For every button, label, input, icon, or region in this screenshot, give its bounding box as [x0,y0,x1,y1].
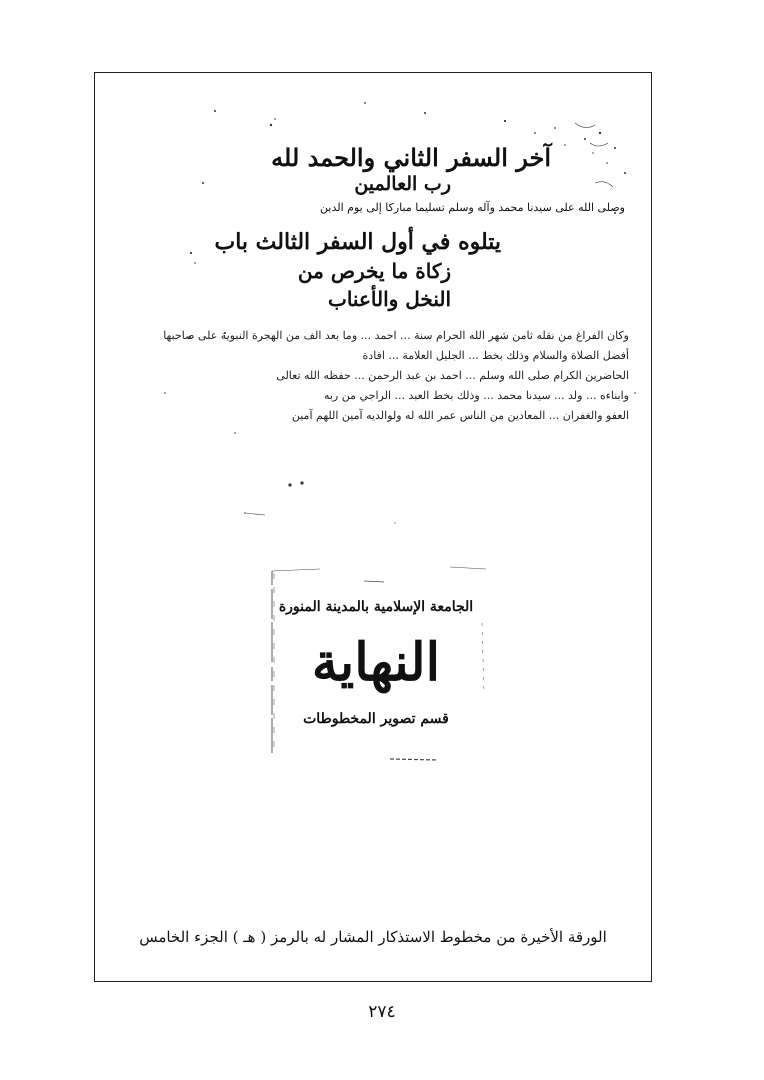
stamp-title: النهاية [311,632,441,693]
stamp-institution-text: الجامعة الإسلامية بالمدينة المنورة [278,599,474,615]
manuscript-body-line-2: أفضل الصلاة والسلام وذلك بخط ... الجليل العلامة ... افادة [362,349,629,362]
page-number: ٢٧٤ [368,1002,396,1022]
manuscript-body-line-4: وابناءه ... ولد ... سيدنا محمد ... وذلك بخط العبد ... الراجي من ربه [323,389,629,402]
manuscript-heading-line-3: وصلى الله على سيدنا محمد وآله وسلم تسليما مباركا إلى يوم الدين [320,201,625,214]
figure-caption: الورقة الأخيرة من مخطوط الاستذكار المشار له بالرمز ( هـ ) الجزء الخامس [139,928,607,946]
manuscript-heading-line-4: يتلوه في أول السفر الثالث باب [214,229,501,255]
stamp-department-text: قسم تصوير المخطوطات [303,711,449,727]
manuscript-body-line-3: الحاضرين الكرام صلى الله وسلم ... احمد بن عبد الرحمن ... حفظه الله تعالى [276,369,629,382]
end-stamp [260,563,492,761]
manuscript-heading-line-1: آخر السفر الثاني والحمد لله [271,143,551,172]
manuscript-body-line-5: العفو والغفران ... المعادين من الناس عمر الله له ولوالديه آمين اللهم آمين [291,409,629,422]
manuscript-heading-line-6: النخل والأعناب [328,287,451,311]
manuscript-heading-line-2: رب العالمين [354,173,451,195]
manuscript-frame [94,72,652,982]
manuscript-heading-line-5: زكاة ما يخرص من [297,259,451,283]
manuscript-body-line-1: وكان الفراغ من نقله ثامن شهر الله الحرام سنة ... احمد ... وما بعد الف من الهجرة النبوية على صاحبها [163,329,629,342]
